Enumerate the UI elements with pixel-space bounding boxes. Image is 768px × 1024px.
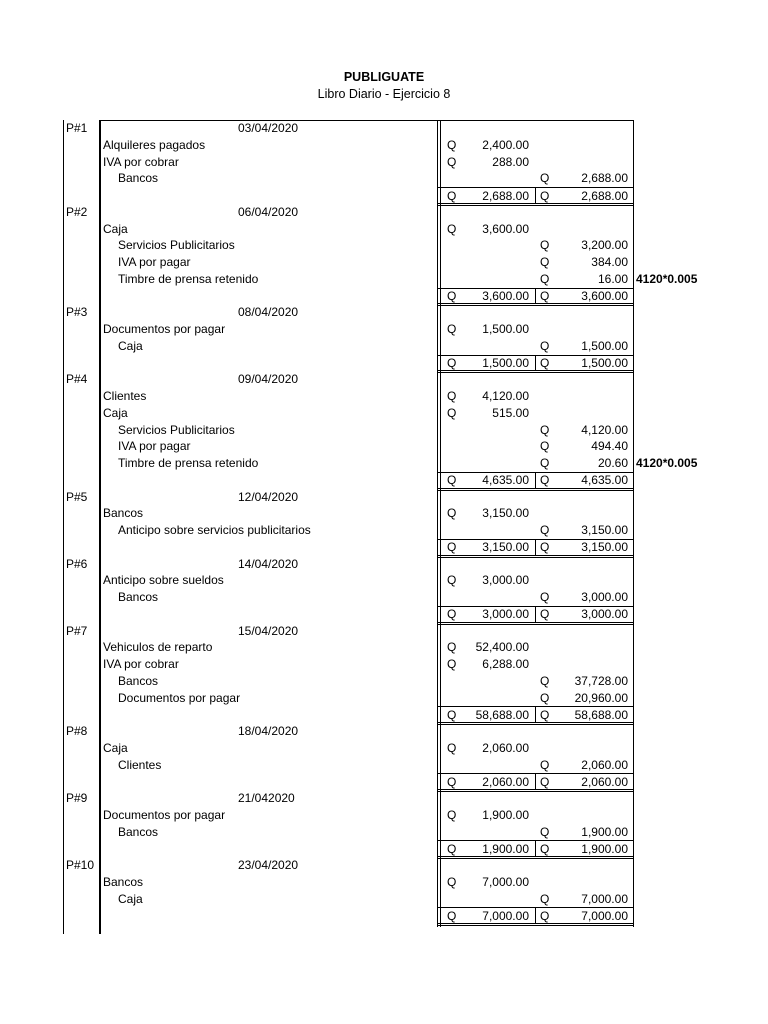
currency-mark: Q [540,690,550,705]
credit-amount: 1,900.00 [581,824,628,839]
amounts-top-rule [437,120,634,121]
credit-account: Caja [118,338,143,353]
total-credit: 1,900.00 [581,841,628,856]
currency-mark: Q [540,439,550,454]
total-credit: 3,600.00 [581,289,628,303]
totals-double-rule [437,724,634,725]
debit-amount: 3,150.00 [482,506,529,521]
currency-mark: Q [447,188,457,203]
total-debit: 3,000.00 [482,607,529,622]
column-divider [535,840,536,857]
credit-account: Bancos [118,673,159,688]
debit-amount: 3,600.00 [482,221,529,236]
totals-double-rule [437,557,634,558]
currency-mark: Q [540,607,550,622]
debit-account: Documentos por pagar [103,807,226,822]
debit-amount: 4,120.00 [482,389,529,403]
debit-amount: 2,400.00 [482,137,529,152]
currency-mark: Q [447,289,457,303]
document-title: PUBLIGUATE [343,70,425,84]
totals-double-rule [437,372,634,373]
currency-mark: Q [447,908,457,923]
total-credit: 4,635.00 [581,473,628,488]
debit-account: Clientes [103,389,147,403]
column-divider [535,907,536,924]
column-divider [535,355,536,372]
entry-id: P#5 [66,489,88,504]
currency-mark: Q [540,908,550,923]
credit-account: Caja [118,891,143,906]
credit-amount: 1,500.00 [581,338,628,353]
totals-double-rule [437,791,634,792]
currency-mark: Q [540,757,550,772]
entry-date: 15/04/2020 [238,623,299,638]
currency-mark: Q [447,154,457,169]
credit-amount: 3,150.00 [581,523,628,537]
calculation-note: 4120*0.005 [636,456,698,470]
currency-mark: Q [540,255,550,269]
debit-amount: 288.00 [492,154,529,169]
total-debit: 2,688.00 [482,188,529,203]
total-credit: 1,500.00 [581,356,628,370]
credit-account: Anticipo sobre servicios publicitarios [118,523,311,537]
currency-mark: Q [540,171,550,186]
total-debit: 3,150.00 [482,540,529,555]
currency-mark: Q [447,807,457,822]
total-debit: 4,635.00 [482,473,529,488]
debit-account: Vehiculos de reparto [103,640,213,655]
currency-mark: Q [540,523,550,537]
total-credit: 2,060.00 [581,774,628,789]
currency-mark: Q [447,841,457,856]
entry-id: P#10 [66,858,95,872]
totals-double-rule [437,624,634,625]
currency-mark: Q [447,640,457,655]
column-divider [535,773,536,790]
ledger-entry-bar [99,120,101,934]
currency-mark: Q [447,506,457,521]
currency-mark: Q [447,740,457,755]
currency-mark: Q [540,891,550,906]
debit-account: Documentos por pagar [103,322,226,336]
currency-mark: Q [540,673,550,688]
debit-account: IVA por cobrar [103,154,179,169]
total-credit: 3,000.00 [581,607,628,622]
debit-account: Caja [103,405,128,420]
debit-account: Caja [103,221,128,236]
debit-amount: 2,060.00 [482,740,529,755]
currency-mark: Q [447,356,457,370]
currency-mark: Q [540,238,550,253]
currency-mark: Q [447,657,457,671]
currency-mark: Q [447,573,457,588]
column-divider [535,288,536,305]
entry-date: 08/04/2020 [238,305,299,320]
ledger-left-border [63,120,64,934]
document-subtitle: Libro Diario - Ejercicio 8 [317,87,451,101]
currency-mark: Q [540,841,550,856]
credit-account: Bancos [118,171,159,186]
currency-mark: Q [540,422,550,437]
credit-account: Timbre de prensa retenido [118,456,259,470]
entry-date: 21/042020 [238,791,295,805]
credit-amount: 20,960.00 [574,690,628,705]
credit-amount: 4,120.00 [581,422,628,437]
entry-date: 23/04/2020 [238,858,299,872]
currency-mark: Q [540,590,550,604]
entry-id: P#6 [66,556,88,571]
currency-mark: Q [447,389,457,403]
entry-date: 09/04/2020 [238,372,299,387]
currency-mark: Q [447,473,457,488]
calculation-note: 4120*0.005 [636,271,698,286]
debit-column-border [440,120,441,927]
credit-amount: 7,000.00 [581,891,628,906]
credit-amount: 3,200.00 [581,238,628,253]
credit-account: Bancos [118,590,159,604]
entry-id: P#8 [66,724,88,738]
currency-mark: Q [447,774,457,789]
column-divider [535,706,536,723]
column-divider [535,472,536,489]
currency-mark: Q [447,707,457,722]
credit-amount: 3,000.00 [581,590,628,604]
debit-amount: 1,500.00 [482,322,529,336]
total-debit: 3,600.00 [482,289,529,303]
entry-id: P#2 [66,204,88,219]
credit-account: Bancos [118,824,159,839]
debit-account: Caja [103,740,128,755]
totals-double-rule [437,858,634,859]
currency-mark: Q [540,271,550,286]
ledger-right-border [633,120,634,927]
entry-id: P#7 [66,623,88,638]
credit-account: Servicios Publicitarios [118,422,235,437]
debit-column-border [437,120,438,927]
entry-date: 18/04/2020 [238,724,299,738]
debit-account: Anticipo sobre sueldos [103,573,224,588]
total-debit: 2,060.00 [482,774,529,789]
debit-amount: 515.00 [492,405,529,420]
currency-mark: Q [540,540,550,555]
currency-mark: Q [447,137,457,152]
credit-amount: 384.00 [591,255,628,269]
currency-mark: Q [540,456,550,470]
entry-id: P#4 [66,372,88,387]
currency-mark: Q [447,322,457,336]
credit-amount: 494.40 [591,439,628,454]
debit-account: IVA por cobrar [103,657,179,671]
ledger-top-rule [99,120,437,121]
totals-double-rule [437,205,634,206]
total-credit: 3,150.00 [581,540,628,555]
column-divider [535,606,536,623]
total-credit: 2,688.00 [581,188,628,203]
entry-date: 12/04/2020 [238,489,299,504]
currency-mark: Q [540,338,550,353]
currency-mark: Q [540,824,550,839]
credit-amount: 2,060.00 [581,757,628,772]
currency-mark: Q [447,405,457,420]
currency-mark: Q [540,707,550,722]
totals-double-rule [437,305,634,306]
credit-amount: 37,728.00 [574,673,628,688]
column-divider [535,187,536,204]
entry-date: 03/04/2020 [238,121,299,135]
credit-account: Servicios Publicitarios [118,238,235,253]
entry-date: 06/04/2020 [238,204,299,219]
total-debit: 7,000.00 [482,908,529,923]
debit-amount: 6,288.00 [482,657,529,671]
currency-mark: Q [540,774,550,789]
debit-amount: 1,900.00 [482,807,529,822]
credit-account: Clientes [118,757,162,772]
entry-id: P#1 [66,121,88,135]
currency-mark: Q [447,540,457,555]
totals-double-rule [437,490,634,491]
total-debit: 1,900.00 [482,841,529,856]
currency-mark: Q [540,188,550,203]
currency-mark: Q [540,473,550,488]
currency-mark: Q [447,607,457,622]
credit-account: Timbre de prensa retenido [118,271,259,286]
credit-amount: 20.60 [597,456,628,470]
currency-mark: Q [447,874,457,889]
entry-date: 14/04/2020 [238,556,299,571]
credit-account: IVA por pagar [118,255,191,269]
credit-amount: 16.00 [597,271,628,286]
entry-id: P#3 [66,305,88,320]
debit-amount: 3,000.00 [482,573,529,588]
currency-mark: Q [447,221,457,236]
total-debit: 1,500.00 [482,356,529,370]
total-debit: 58,688.00 [475,707,529,722]
total-credit: 58,688.00 [574,707,628,722]
debit-account: Bancos [103,874,144,889]
credit-account: Documentos por pagar [118,690,241,705]
total-credit: 7,000.00 [581,908,628,923]
credit-account: IVA por pagar [118,439,191,454]
debit-amount: 7,000.00 [482,874,529,889]
debit-account: Alquileres pagados [103,137,206,152]
credit-amount: 2,688.00 [581,171,628,186]
debit-amount: 52,400.00 [475,640,529,655]
entry-id: P#9 [66,791,88,805]
debit-account: Bancos [103,506,144,521]
currency-mark: Q [540,356,550,370]
currency-mark: Q [540,289,550,303]
totals-double-rule [437,925,634,926]
column-divider [535,539,536,556]
